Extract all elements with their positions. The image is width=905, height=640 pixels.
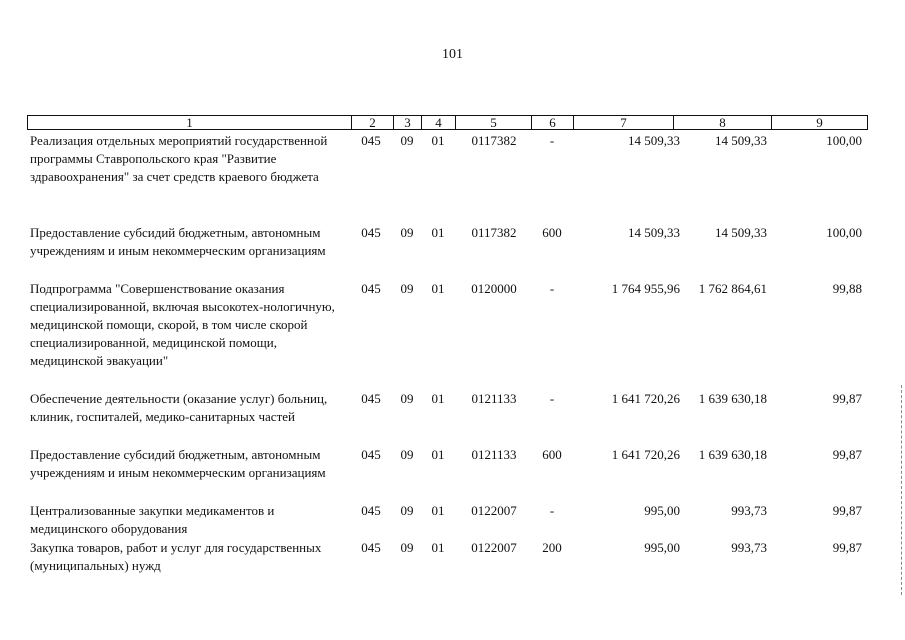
row-col-2: 045 [361,281,381,296]
row-col-8: 14 509,33 [715,225,767,240]
row-col-3: 09 [400,447,414,462]
row-col-8: 993,73 [731,503,767,518]
row-col-5: 0122007 [471,503,517,518]
row-col-3: 09 [400,133,414,148]
row-name: Обеспечение деятельности (оказание услуг) больниц, клиник, госпиталей, медико-санитарных частей [30,391,328,424]
row-col-2: 045 [361,447,381,462]
row-col-7: 14 509,33 [628,133,680,148]
row-col-5: 0122007 [471,540,517,555]
row-col-4: 01 [431,133,445,148]
row-col-9: 100,00 [826,133,862,148]
row-col-7: 995,00 [644,540,680,555]
row-col-6: 200 [542,540,562,555]
header-col-5: 5 [456,116,532,129]
row-col-3: 09 [400,391,414,406]
row-name: Закупка товаров, работ и услуг для государственных (муниципальных) нужд [30,540,322,573]
row-col-4: 01 [431,391,445,406]
header-col-2: 2 [352,116,394,129]
row-col-6: - [549,503,555,518]
row-col-7: 1 641 720,26 [611,447,680,462]
row-col-8: 1 762 864,61 [698,281,767,296]
row-col-8: 993,73 [731,540,767,555]
row-col-4: 01 [431,540,445,555]
row-col-6: - [549,133,555,148]
page-number: 101 [442,47,463,62]
row-col-7: 1 641 720,26 [611,391,680,406]
row-col-4: 01 [431,225,445,240]
header-col-3: 3 [394,116,422,129]
header-col-4: 4 [422,116,456,129]
row-col-2: 045 [361,503,381,518]
row-name: Централизованные закупки медикаментов и медицинского оборудования [30,503,275,536]
table-header [27,115,868,130]
row-col-3: 09 [400,540,414,555]
header-col-7: 7 [574,116,674,129]
row-col-3: 09 [400,503,414,518]
row-col-9: 99,87 [832,391,862,406]
row-name: Предоставление субсидий бюджетным, автономным учреждениям и иным некоммерческим организациям [30,447,326,480]
row-col-4: 01 [431,281,445,296]
row-col-7: 14 509,33 [628,225,680,240]
header-col-8: 8 [674,116,772,129]
scan-edge-mark [900,385,902,595]
row-col-3: 09 [400,225,414,240]
row-col-6: 600 [542,225,562,240]
row-col-4: 01 [431,503,445,518]
row-col-2: 045 [361,540,381,555]
row-col-6: - [549,391,555,406]
row-col-2: 045 [361,133,381,148]
row-col-9: 99,87 [832,540,862,555]
row-col-5: 0117382 [471,225,517,240]
row-col-7: 995,00 [644,503,680,518]
row-col-5: 0121133 [471,391,517,406]
row-col-9: 100,00 [826,225,862,240]
row-col-2: 045 [361,391,381,406]
header-col-1: 1 [28,116,352,129]
row-col-8: 1 639 630,18 [698,447,767,462]
row-name: Подпрограмма "Совершенствование оказания специализированной, включая высокотех-нологичную, медицинской помощи, скорой, в том числе скорой специализированной, медицинской помощи, медицинской эвакуации" [30,281,335,368]
header-col-9: 9 [816,115,823,130]
row-col-8: 1 639 630,18 [698,391,767,406]
row-col-9: 99,88 [832,281,862,296]
header-col-6: 6 [532,116,574,129]
row-col-9: 99,87 [832,503,862,518]
row-col-4: 01 [431,447,445,462]
row-col-9: 99,87 [832,447,862,462]
row-col-7: 1 764 955,96 [611,281,680,296]
row-col-5: 0120000 [471,281,517,296]
row-name: Предоставление субсидий бюджетным, автономным учреждениям и иным некоммерческим организациям [30,225,326,258]
row-col-6: - [549,281,555,296]
row-col-5: 0117382 [471,133,517,148]
row-col-8: 14 509,33 [715,133,767,148]
row-col-5: 0121133 [471,447,517,462]
row-name: Реализация отдельных мероприятий государственной программы Ставропольского края "Развитие здравоохранения" за счет средств краевого бюджета [30,133,328,184]
row-col-3: 09 [400,281,414,296]
row-col-6: 600 [542,447,562,462]
row-col-2: 045 [361,225,381,240]
